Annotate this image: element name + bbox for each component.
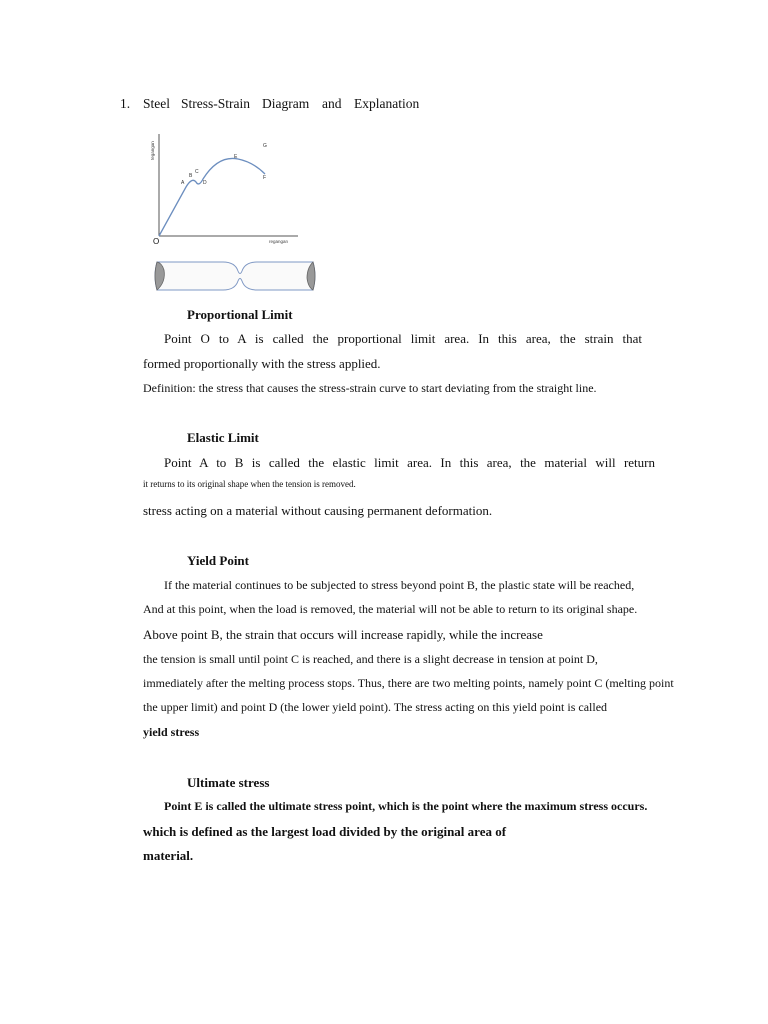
point-label-b: B [189,173,193,179]
yield-line1: If the material continues to be subjected to stress beyond point B, the plastic state will be reached, [164,578,635,592]
x-axis-label: regangan [269,239,289,244]
section-title-elastic: Elastic Limit [187,430,259,445]
yield-line6: the upper limit) and point D (the lower yield point). The stress acting on this yield point is called [143,700,608,714]
point-label-g: G [263,143,267,149]
ultimate-line1: Point E is called the ultimate stress point, which is the point where the maximum stress occurs. [164,799,648,813]
ultimate-line3: material. [143,848,194,863]
yield-line7: yield stress [143,725,200,739]
section-title-yield: Yield Point [187,553,249,568]
elastic-line3: stress acting on a material without causing permanent deformation. [143,503,493,518]
stress-strain-diagram [148,130,323,295]
section-title-proportional: Proportional Limit [187,307,293,322]
point-label-c: C [195,169,199,175]
elastic-line2: it returns to its original shape when the tension is removed. [143,479,356,489]
y-axis-label: tegangan [150,141,155,160]
heading-word: Diagram [262,96,310,111]
section-title-ultimate: Ultimate stress [187,775,270,790]
elastic-line1: Point A to B is called the elastic limit area. In this area, the material will return [164,455,655,470]
stress-strain-curve [159,158,265,236]
point-label-d: D [203,180,207,186]
yield-line4: the tension is small until point C is reached, and there is a slight decrease in tension at point D, [143,652,598,666]
point-label-a: A [181,180,185,186]
origin-label: O [153,237,160,246]
yield-line3: Above point B, the strain that occurs will increase rapidly, while the increase [143,627,543,642]
heading-word: Explanation [354,96,420,111]
ultimate-line2: which is defined as the largest load divided by the original area of [143,824,507,839]
heading-word: and [322,96,342,111]
heading-word: Stress-Strain [181,96,250,111]
heading-number: 1. [120,96,131,111]
document-heading [120,96,440,114]
heading-word: Steel [143,96,170,111]
point-label-e: E [234,154,238,160]
specimen-bar [155,262,315,290]
proportional-line1: Point O to A is called the proportional limit area. In this area, the strain that [164,331,642,346]
yield-line2: And at this point, when the load is removed, the material will not be able to return to its original shape. [143,602,638,616]
point-label-f: F [263,175,267,181]
yield-line5: immediately after the melting process stops. Thus, there are two melting points, namely point C (melting point [143,676,674,690]
proportional-line2: formed proportionally with the stress applied. [143,356,381,371]
proportional-line3: Definition: the stress that causes the stress-strain curve to start deviating from the straight line. [143,381,597,395]
